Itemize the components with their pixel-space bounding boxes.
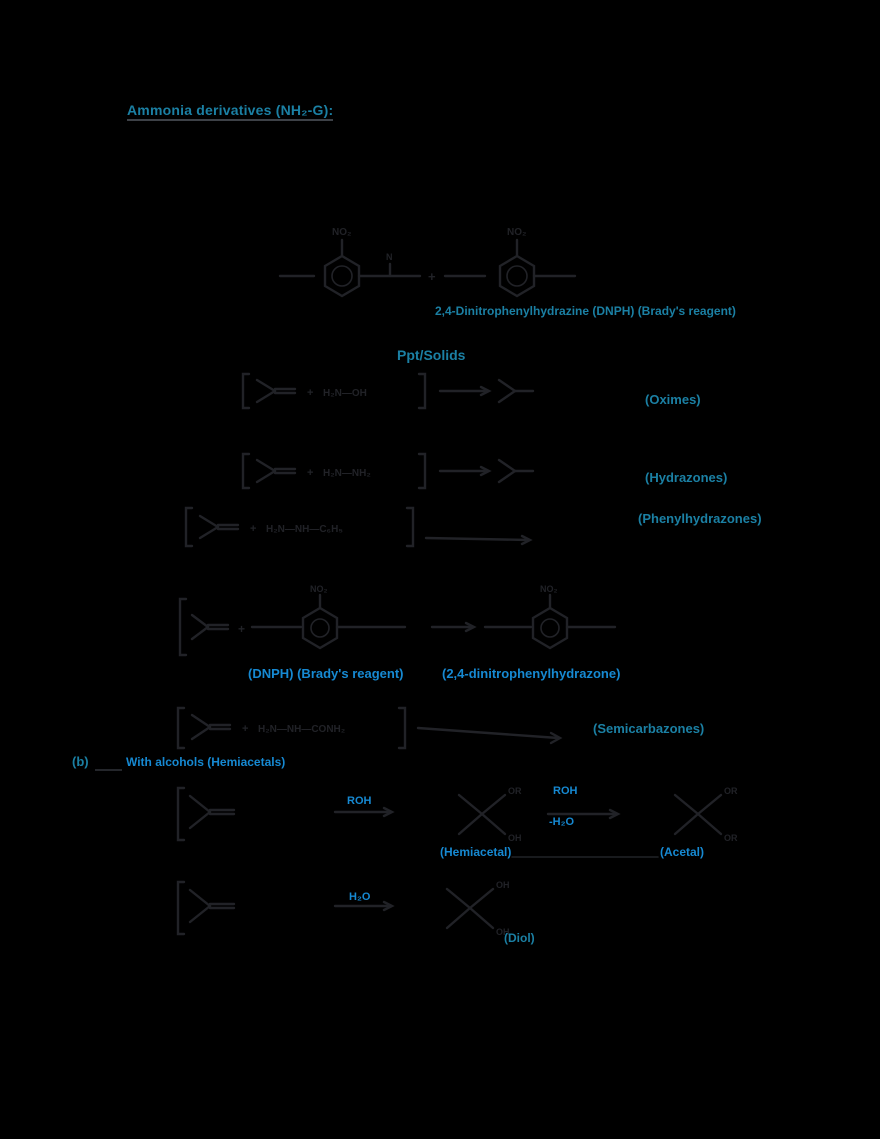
group-oh: OH [496,927,510,937]
ring2-substituent-label: NO₂ [540,584,558,594]
hydrazones-label: (Hydrazones) [645,470,728,485]
reagent-formula: H₂N—NH₂ [323,468,371,479]
ring1-substituent-label: NO₂ [332,227,352,238]
plus-sign: + [307,467,314,479]
arrow-label-roh: ROH [347,795,372,807]
plus-sign: + [307,387,314,399]
heading-underline [127,119,333,121]
page-heading: Ammonia derivatives (NH₂-G): [127,102,334,118]
ring2-substituent-label: NO₂ [507,227,527,238]
reagent-formula: H₂N—NH—CONH₂ [258,724,346,735]
derivatives-header: Ppt/Solids [397,347,466,363]
group-oh: OH [496,880,510,890]
arrow-label-minus-h2o: -H₂O [549,816,575,828]
hydrazone-reaction-drawing [235,448,535,494]
dnph-reaction-drawing [170,585,630,665]
oxime-reaction-drawing [235,368,535,414]
hemiacetal-label: (Hemiacetal) [440,845,512,859]
semicarbazone-reaction-drawing [170,700,590,756]
blank-underscore [95,769,122,771]
dinitrophenylhydrazone-label: (2,4-dinitrophenylhydrazone) [442,666,621,681]
reagent-formula: H₂N—OH [323,388,367,399]
phenylhydrazones-label: (Phenylhydrazones) [638,511,762,526]
acetal-label: (Acetal) [660,845,705,859]
plus-sign: + [238,622,246,636]
arrow-label-roh-2: ROH [553,785,578,797]
group-oh: OH [508,833,522,843]
arrow-label-h2o: H₂O [349,891,371,903]
dnph-scheme-caption: 2,4-Dinitrophenylhydrazine (DNPH) (Brady's reagent) [435,304,736,318]
ring1-substituent-label: NO₂ [310,584,328,594]
group-or: OR [724,786,738,796]
linker-atom-label: N [386,252,393,262]
oximes-label: (Oximes) [645,392,701,407]
plus-sign: + [250,523,257,535]
reagent-formula: H₂N—NH—C₆H₅ [266,524,343,535]
group-or: OR [724,833,738,843]
plus-sign: + [428,269,436,284]
semicarbazones-label: (Semicarbazones) [593,721,705,736]
section-b-title: With alcohols (Hemiacetals) [126,755,286,769]
section-b-marker: (b) [72,754,89,769]
group-or: OR [508,786,522,796]
plus-sign: + [242,723,249,735]
dnph-structure-drawing [270,218,590,310]
diol-reaction-drawing [170,872,550,960]
phenylhydrazone-reaction-drawing [178,502,538,552]
dnph-reagent-label: (DNPH) (Brady's reagent) [248,666,404,681]
diol-label: (Diol) [504,931,535,945]
